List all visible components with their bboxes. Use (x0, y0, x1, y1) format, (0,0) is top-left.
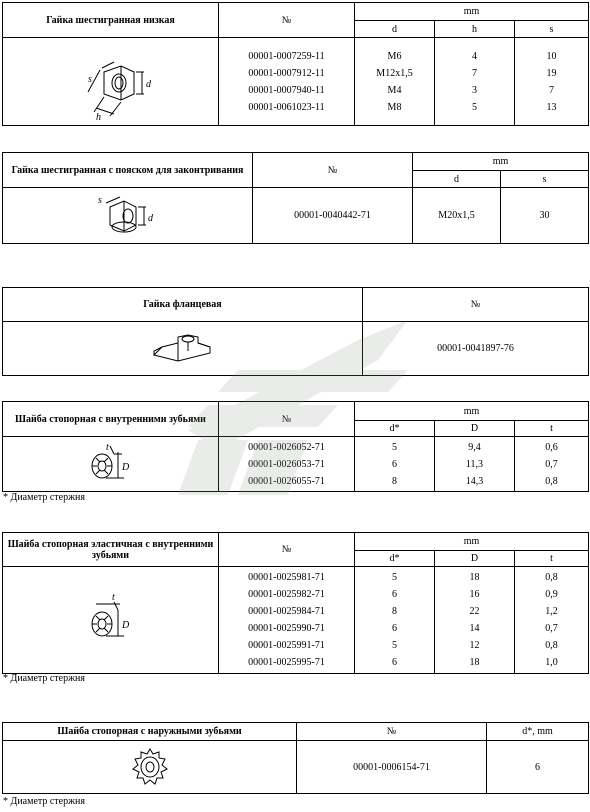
table-title: Шайба стопорная с внутренними зубьями (3, 402, 219, 437)
value-s: 7 (549, 84, 554, 96)
part-number: 00001-0007940-11 (248, 84, 325, 96)
value-t: 0,8 (545, 475, 558, 487)
value-d: 6 (392, 458, 397, 470)
label-t: t (111, 592, 115, 603)
value-t: 0,8 (545, 640, 558, 651)
value-t: 0,9 (545, 589, 558, 600)
value-d: 6 (392, 623, 397, 634)
table-title: Шайба стопорная с наружными зубьями (3, 723, 297, 741)
part-number: 00001-0041897-76 (363, 322, 589, 376)
value-s: 30 (501, 188, 589, 244)
label-s: s (87, 73, 92, 85)
value-d: M4 (387, 84, 402, 96)
footnote: * Диаметр стержня (3, 796, 85, 807)
unit-header: mm (355, 533, 589, 551)
value-d: 6 (487, 741, 589, 794)
value-d: 6 (392, 657, 397, 668)
col-h-header: h (435, 21, 515, 38)
label-d: d (145, 78, 151, 90)
value-D: 11,3 (465, 458, 484, 470)
unit-header: mm (355, 402, 589, 421)
table-title: Шайба стопорная эластичная с внутренними зубьями (3, 533, 219, 567)
hex-nut-drawing (3, 38, 219, 126)
label-t: t (105, 442, 109, 453)
label-h: h (95, 111, 101, 122)
value-h: 7 (472, 67, 477, 79)
label-D: D (121, 620, 129, 631)
value-h: 5 (472, 101, 477, 113)
part-number: 00001-0025995-71 (248, 657, 325, 668)
table-title: Гайка фланцевая (3, 288, 363, 322)
value-d: M8 (387, 101, 402, 113)
value-D: 12 (469, 640, 480, 651)
part-number: 00001-0026055-71 (248, 475, 325, 487)
number-header: № (219, 533, 355, 567)
value-D: 18 (469, 572, 480, 583)
table-title: Гайка шестигранная с пояском для законтривания (3, 153, 253, 188)
number-header: № (253, 153, 413, 188)
value-t: 0,7 (545, 623, 558, 634)
value-s: 13 (546, 101, 557, 113)
label-d: d (147, 212, 153, 224)
part-number: 00001-0061023-11 (248, 101, 325, 113)
table-hex-nut-low (2, 2, 589, 126)
part-number: 00001-0025981-71 (248, 572, 325, 583)
col-D-header: D (435, 421, 515, 437)
label-s: s (97, 194, 102, 206)
part-number: 00001-0007259-11 (248, 50, 325, 62)
value-s: 10 (546, 50, 557, 62)
footnote: * Диаметр стержня (3, 673, 85, 684)
value-D: 16 (469, 589, 480, 600)
washer-external-drawing (3, 741, 297, 794)
table-lock-washer-external (2, 722, 589, 794)
footnote: * Диаметр стержня (3, 492, 85, 503)
value-d: 5 (392, 441, 397, 453)
col-s-header: s (501, 171, 589, 188)
part-number: 00001-0025991-71 (248, 640, 325, 651)
collar-nut-drawing (3, 188, 253, 244)
value-D: 14,3 (465, 475, 484, 487)
unit-header: mm (355, 3, 589, 21)
col-t-header: t (515, 421, 589, 437)
value-d: 6 (392, 589, 397, 600)
value-t: 0,6 (545, 441, 558, 453)
value-D: 9,4 (468, 441, 481, 453)
value-t: 1,0 (545, 657, 558, 668)
part-number: 00001-0006154-71 (297, 741, 487, 794)
table-title: Гайка шестигранная низкая (3, 3, 219, 38)
value-D: 18 (469, 657, 480, 668)
unit-header: mm (413, 153, 589, 171)
unit-header: d*, mm (487, 723, 589, 741)
value-h: 3 (472, 84, 477, 96)
number-header: № (219, 402, 355, 437)
col-d-header: d* (355, 551, 435, 567)
part-number: 00001-0025990-71 (248, 623, 325, 634)
value-s: 19 (546, 67, 557, 79)
value-d: 8 (392, 606, 397, 617)
value-t: 0,7 (545, 458, 558, 470)
value-d: 5 (392, 572, 397, 583)
value-D: 22 (469, 606, 480, 617)
value-h: 4 (472, 50, 477, 62)
part-number: 00001-0025982-71 (248, 589, 325, 600)
number-header: № (297, 723, 487, 741)
value-D: 14 (469, 623, 480, 634)
part-number: 00001-0026053-71 (248, 458, 325, 470)
washer-elastic-drawing (3, 567, 219, 674)
part-number: 00001-0025984-71 (248, 606, 325, 617)
value-d: M20x1,5 (413, 188, 501, 244)
col-d-header: d* (355, 421, 435, 437)
part-number: 00001-0040442-71 (253, 188, 413, 244)
flange-nut-drawing (3, 322, 363, 376)
value-d: M12x1,5 (376, 67, 413, 79)
washer-internal-drawing (3, 437, 219, 492)
value-d: 8 (392, 475, 397, 487)
col-d-header: d (413, 171, 501, 188)
label-D: D (121, 462, 129, 473)
value-t: 1,2 (545, 606, 558, 617)
number-header: № (219, 3, 355, 38)
table-flange-nut (2, 287, 589, 376)
value-d: M6 (387, 50, 402, 62)
table-hex-nut-collar (2, 152, 589, 244)
value-t: 0,8 (545, 572, 558, 583)
col-D-header: D (435, 551, 515, 567)
table-lock-washer-elastic (2, 532, 589, 674)
col-d-header: d (355, 21, 435, 38)
part-number: 00001-0026052-71 (248, 441, 325, 453)
col-t-header: t (515, 551, 589, 567)
part-number: 00001-0007912-11 (248, 67, 325, 79)
value-d: 5 (392, 640, 397, 651)
col-s-header: s (515, 21, 589, 38)
number-header: № (363, 288, 589, 322)
table-lock-washer-internal (2, 401, 589, 492)
